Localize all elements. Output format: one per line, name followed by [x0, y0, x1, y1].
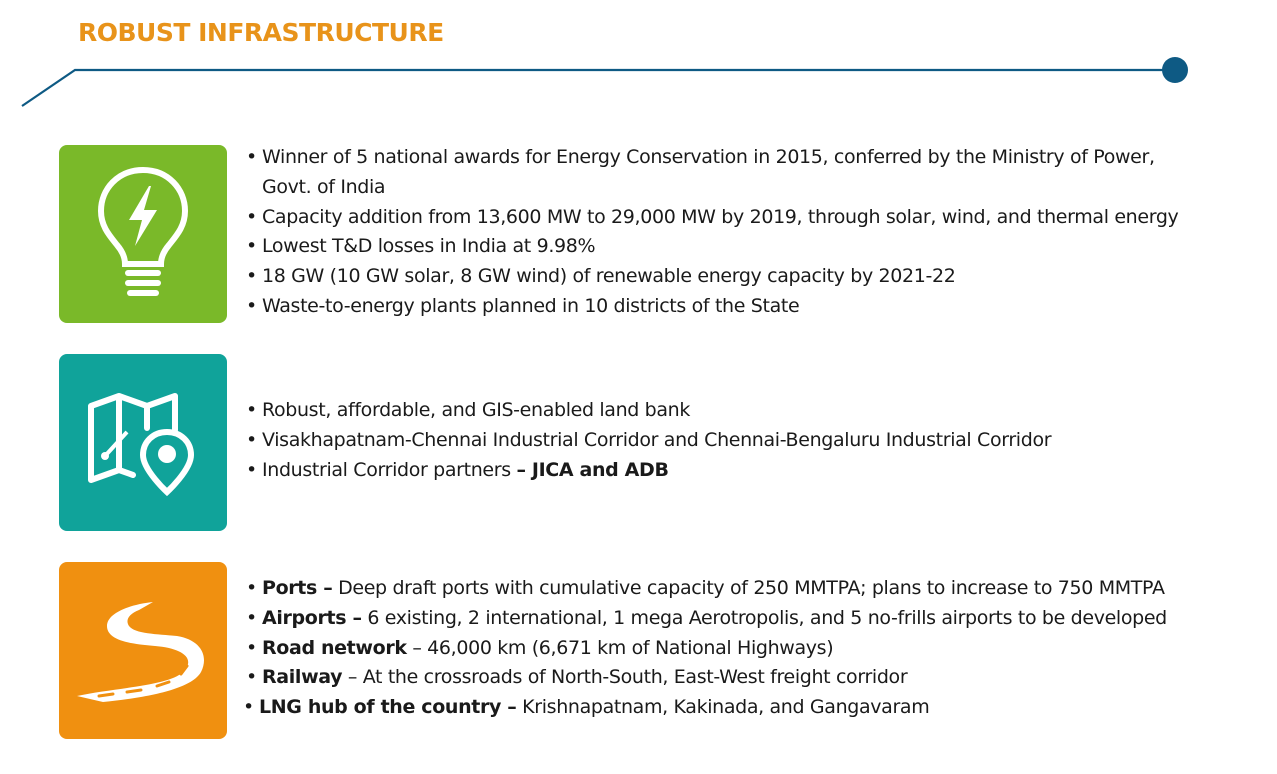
list-item: • Robust, affordable, and GIS-enabled land bank [246, 396, 1051, 426]
list-item: • Ports – Deep draft ports with cumulative capacity of 250 MMTPA; plans to increase to 750 MMTPA [246, 574, 1167, 604]
list-item: • Capacity addition from 13,600 MW to 29,000 MW by 2019, through solar, wind, and thermal energy [246, 203, 1178, 233]
transport-bullet-list [246, 574, 1167, 723]
list-item: • Industrial Corridor partners – JICA and ADB [246, 456, 1051, 486]
transport-icon-box [59, 562, 227, 739]
map-location-pin-icon [83, 388, 203, 498]
title-underline-rule [0, 50, 1277, 110]
list-item: • Visakhapatnam-Chennai Industrial Corridor and Chennai-Bengaluru Industrial Corridor [246, 426, 1051, 456]
power-icon-box [59, 145, 227, 323]
list-item: • Airports – 6 existing, 2 international, 1 mega Aerotropolis, and 5 no-frills airports to be developed [246, 604, 1167, 634]
list-item: • Waste-to-energy plants planned in 10 districts of the State [246, 292, 1178, 322]
list-item: • LNG hub of the country – Krishnapatnam, Kakinada, and Gangavaram [243, 693, 1167, 723]
land-bullet-list [246, 396, 1051, 485]
rule-end-dot [1162, 57, 1188, 83]
lightbulb-bolt-icon [93, 164, 193, 304]
list-item: • Road network – 46,000 km (6,671 km of National Highways) [246, 634, 1167, 664]
winding-road-icon [73, 596, 213, 706]
list-item: • 18 GW (10 GW solar, 8 GW wind) of renewable energy capacity by 2021-22 [246, 262, 1178, 292]
list-item: • Lowest T&D losses in India at 9.98% [246, 232, 1178, 262]
page-title: ROBUST INFRASTRUCTURE [78, 18, 444, 47]
list-item: • Railway – At the crossroads of North-South, East-West freight corridor [246, 663, 1167, 693]
land-icon-box [59, 354, 227, 531]
list-item: • Winner of 5 national awards for Energy Conservation in 2015, conferred by the Ministry of Power, Govt. of India [246, 143, 1178, 203]
power-bullet-list [246, 143, 1178, 322]
